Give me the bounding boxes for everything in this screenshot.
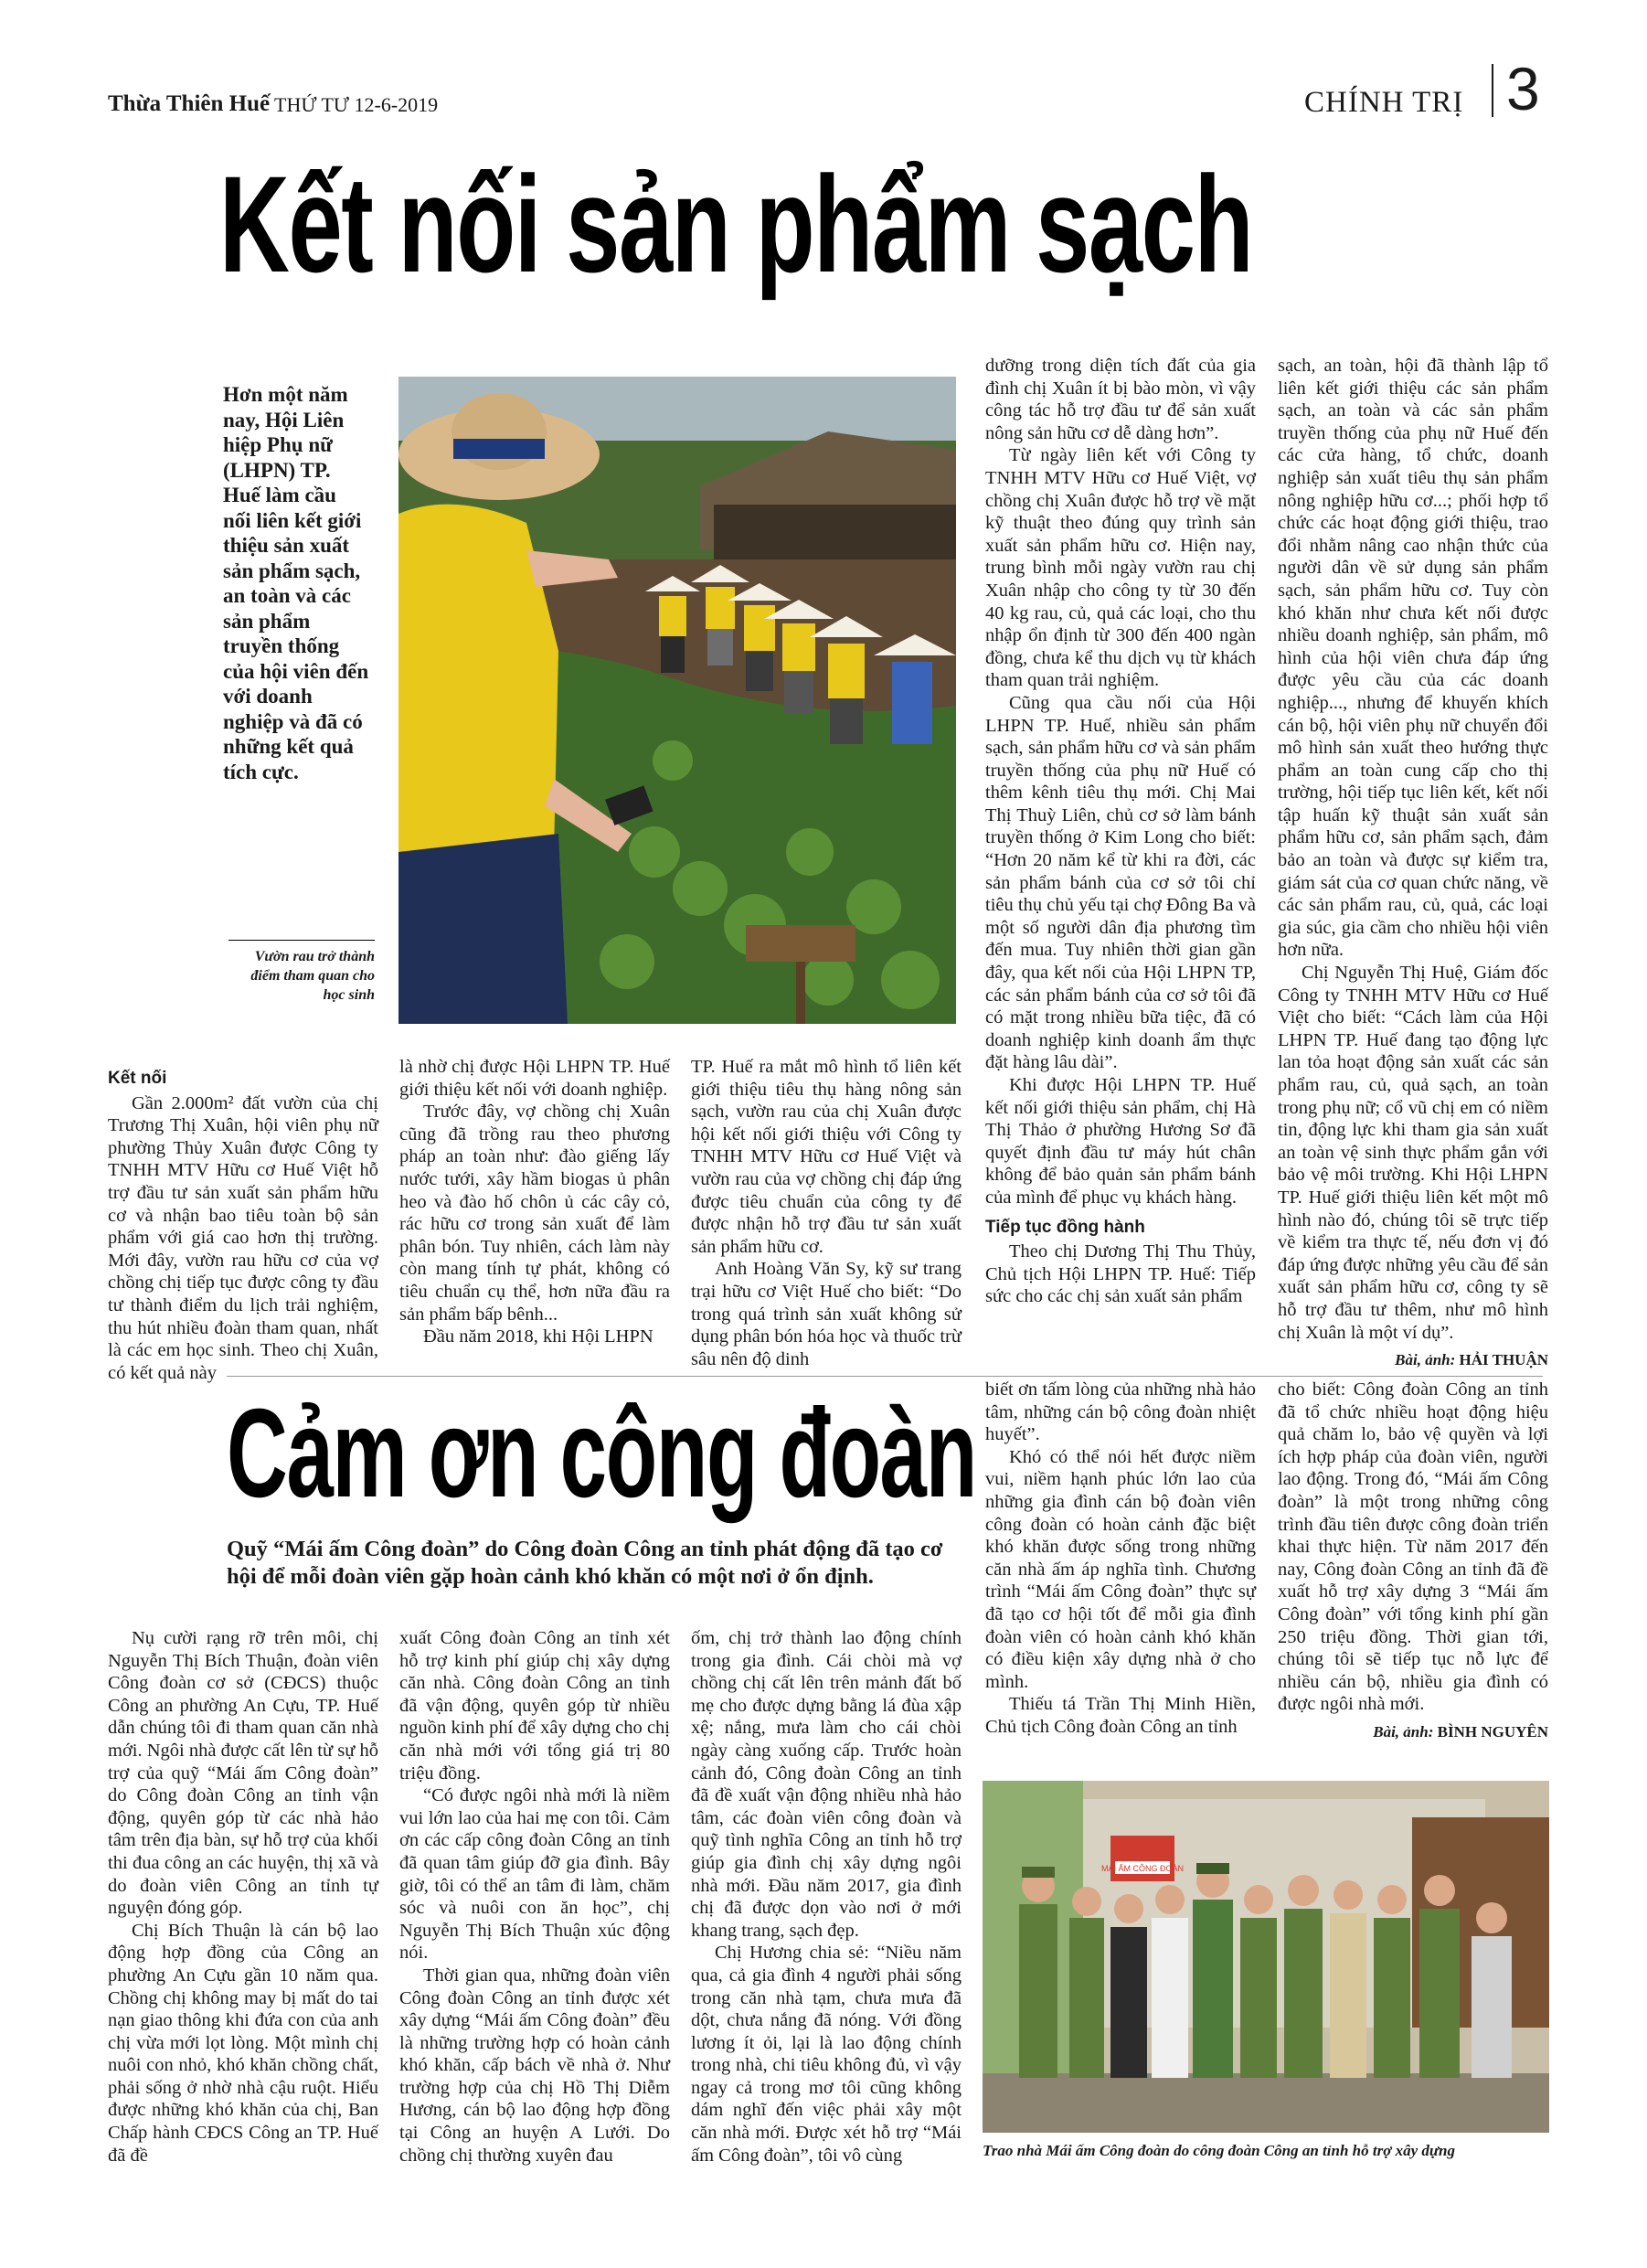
group-photo-illustration <box>983 1781 1549 2133</box>
paragraph: Thời gian qua, những đoàn viên Công đoàn Công an tỉnh được xét xây dựng “Mái ấm Công đoàn” đều là những trường hợp có hoàn cảnh khó khăn, cấp bách về nhà ở. Như trường hợp của chị Hồ Thị Diễm Hương, cán bộ lao động hợp đồng tại Công an huyện A Lưới. Do chồng chị thường xuyên đau <box>399 1965 670 2166</box>
paragraph: dưỡng trong diện tích đất của gia đình chị Xuân ít bị bào mòn, vì vậy công tác hỗ trợ đầu tư để sản xuất nông sản hữu cơ dễ dàng hơn”. <box>985 356 1256 443</box>
paragraph: Đầu năm 2018, khi Hội LHPN <box>423 1326 653 1347</box>
paragraph: Khó có thể nói hết được niềm vui, niềm hạnh phúc lớn lao của những gia đình cán bộ đoàn viên công đoàn có hoàn cảnh đặc biệt khó khăn được sống trong những căn nhà ấm áp nghĩa tình. Chương trình “Mái ấm Công đoàn” thực sự đã tạo cơ hội tốt để mỗi gia đình đoàn viên có hoàn cảnh khó khăn có điều kiện xây dựng nhà ở cho mình. <box>985 1446 1256 1692</box>
issue-date: THỨ TƯ 12-6-2019 <box>274 93 439 116</box>
paragraph: Cũng qua cầu nối của Hội LHPN TP. Huế, nhiều sản phẩm sạch, sản phẩm hữu cơ và sản phẩm truyền thống của phụ nữ Huế có thêm kênh tiêu thụ mới. Chị Mai Thị Thuỳ Liên, chủ cơ sở làm bánh truyền thống ở Kim Long cho biết: “Hơn 20 năm kể từ khi ra đời, các sản phẩm bánh của cơ sở tôi chỉ tiêu thụ chủ yếu tại chợ Đông Ba và một số người dân địa phương tìm đến mua. Tuy nhiên thời gian gần đây, qua kết nối của Hội LHPN TP, các sản phẩm bánh của cơ sở tôi đã có mặt trong nhiều bữa tiệc, đã có doanh nghiệp kinh doanh ẩm thực đặt hàng lâu dài”. <box>985 692 1256 1073</box>
article1-column-2 <box>399 1056 670 1348</box>
article-divider <box>227 1376 1543 1377</box>
article2-column-1 <box>108 1627 378 2167</box>
photo1-caption-rule <box>228 940 375 941</box>
article1-column-3 <box>691 1056 962 1370</box>
article1-column-5 <box>1278 355 1548 1372</box>
paragraph: biết ơn tấm lòng của những nhà hảo tâm, những cán bộ công đoàn nhiệt huyết”. <box>985 1379 1256 1445</box>
header-divider <box>1492 64 1493 117</box>
article2-photo <box>983 1781 1549 2133</box>
section-title: CHÍNH TRỊ <box>1304 86 1464 119</box>
paragraph: “Có được ngôi nhà mới là niềm vui lớn lao của hai mẹ con tôi. Cảm ơn các cấp công đoàn Công an tỉnh đã quan tâm giúp đỡ gia đình. Bây giờ, tôi có thể an tâm đi làm, chăm sóc và nuôi con ăn học”, chị Nguyễn Thị Bích Thuận xúc động nói. <box>399 1785 670 1964</box>
article1-column-1 <box>108 1062 378 1384</box>
paragraph: Khi được Hội LHPN TP. Huế kết nối giới thiệu sản phẩm, chị Hà Thị Thảo ở phường Hương Sơ đã quyết định đầu tư máy hút chân không để bảo quản sản phẩm bánh của mình để phục vụ khách hàng. <box>985 1075 1256 1208</box>
article1-photo <box>398 377 956 1024</box>
article1-headline: Kết nối sản phẩm sạch <box>219 147 1253 301</box>
paragraph: Trước đây, vợ chồng chị Xuân cũng đã trồng rau theo phương pháp an toàn như: đào giếng lấy nước tưới, xây hầm biogas ủ phân heo và đào hố chôn ủ các cây cỏ, rác hữu cơ trong sản xuất để làm phân bón. Tuy nhiên, cách làm này còn mang tính tự phát, không có tiêu chuẩn cụ thể, hơn nữa đầu ra sản phẩm bấp bênh... <box>399 1102 670 1325</box>
garden-photo-illustration <box>398 377 956 1024</box>
article2-lead: Quỹ “Mái ấm Công đoàn” do Công đoàn Công an tỉnh phát động đã tạo cơ hội để mỗi đoàn viên gặp hoàn cảnh khó khăn có một nơi ở ổn định. <box>227 1537 943 1589</box>
paragraph: Theo chị Dương Thị Thu Thủy, Chủ tịch Hội LHPN TP. Huế: Tiếp sức cho các chị sản xuất sản phẩm <box>985 1241 1256 1307</box>
article1-column-4 <box>985 355 1256 1308</box>
article2-headline: Cảm ơn công đoàn <box>227 1383 976 1524</box>
paragraph: Chị Bích Thuận là cán bộ lao động hợp đồng của Công an phường An Cựu gần 10 năm qua. Chồng chị không may bị mất do tai nạn giao thông khi đứa con của anh chị vừa mới lọt lòng. Một mình chị nuôi con nhỏ, khó khăn chồng chất, phải sống ở nhờ nhà cậu ruột. Hiểu được những khó khăn của chị, Ban Chấp hành CĐCS Công an TP. Huế đã đề <box>108 1920 378 2166</box>
paragraph: Gần 2.000m² đất vườn của chị Trương Thị Xuân, hội viên phụ nữ phường Thủy Xuân được Công ty TNHH MTV Hữu cơ Huế Việt hỗ trợ đầu tư sản xuất sản phẩm hữu cơ và nhận bao tiêu toàn bộ sản phẩm với giá cao hơn thị trường. Mới đây, vườn rau hữu cơ của vợ chồng chị tiếp tục được công ty đầu tư thành điểm du lịch trải nghiệm, thu hút nhiều đoàn tham quan, nhất là các em học sinh. Theo chị Xuân, có kết quả này <box>108 1092 378 1383</box>
byline-prefix: Bài, ảnh: <box>1373 1722 1438 1741</box>
article2-column-3 <box>691 1627 962 2167</box>
paragraph: Từ ngày liên kết với Công ty TNHH MTV Hữu cơ Huế Việt, vợ chồng chị Xuân được hỗ trợ về mặt kỹ thuật theo đúng quy trình sản xuất sản phẩm hữu cơ. Hiện nay, trung bình mỗi ngày vườn rau chị Xuân nhập cho công ty từ 30 đến 40 kg rau, củ, quả các loại, cho thu nhập ổn định từ 300 đến 400 ngàn đồng, chưa kể thu dịch vụ từ khách tham quan trải nghiệm. <box>985 445 1256 691</box>
paragraph: Chị Hương chia sẻ: “Niều năm qua, cả gia đình 4 người phải sống trong căn nhà tạm, chưa mưa đã dột, chưa nắng đã nóng. Với đồng lương ít ỏi, lại là lao động chính trong nhà, chi tiêu không đủ, vì vậy ngay cả trong mơ tôi cũng không dám nghĩ đến việc phải xây một căn nhà mới. Được xét hỗ trợ “Mái ấm Công đoàn”, tôi vô cùng <box>691 1943 962 2166</box>
paragraph: sạch, an toàn, hội đã thành lập tổ liên kết giới thiệu các sản phẩm sạch, an toàn và các sản phẩm truyền thống của phụ nữ Huế đến các cửa hàng, tổ chức, doanh nghiệp sản xuất tiêu thụ sản phẩm nông nghiệp hữu cơ...; phối hợp tổ chức các hoạt động giới thiệu, trao đổi nhằm nâng cao nhận thức của người dân về sử dụng sản phẩm sạch, sản phẩm hữu cơ. Tuy còn khó khăn như chưa kết nối được nhiều doanh nghiệp, sản phẩm, mô hình của hội viên chưa đáp ứng được yêu cầu của các doanh nghiệp..., nhưng để khuyến khích cán bộ, hội viên phụ nữ chuyển đổi mô hình sản xuất theo hướng thực phẩm an toàn cung cấp cho thị trường, hội tiếp tục liên kết, kết nối tập huấn kỹ thuật sản xuất sản phẩm hữu cơ, sản phẩm sạch, đảm bảo an toàn và được sự kiểm tra, giám sát của cơ quan chức năng, về các sản phẩm rau, củ, quả, các loại gia súc, gia cầm cho nhiều hội viên hơn nữa. <box>1278 356 1548 961</box>
paragraph: cho biết: Công đoàn Công an tỉnh đã tổ chức nhiều hoạt động hiệu quả chăm lo, bảo vệ quyền và lợi ích hợp pháp của đoàn viên, người lao động. Trong đó, “Mái ấm Công đoàn” là một trong những công trình đầu tiên được công đoàn triển khai thực hiện. Từ năm 2017 đến nay, Công đoàn Công an tỉnh đã đề xuất hỗ trợ xây dựng 3 “Mái ấm Công đoàn” với tổng kinh phí gần 250 triệu đồng. Thời gian tới, chúng tôi sẽ tiếp tục nỗ lực để nhiều cán bộ, nhiều gia đình có được ngôi nhà mới. <box>1278 1379 1548 1715</box>
article2-photo-caption: Trao nhà Mái ấm Công đoàn do công đoàn Công an tỉnh hỗ trợ xây dựng <box>983 2142 1455 2159</box>
byline-author: HẢI THUẬN <box>1459 1351 1548 1369</box>
paragraph: ốm, chị trở thành lao động chính trong gia đình. Cái chòi mà vợ chồng chị cất lên trên mảnh đất bố mẹ cho được dựng bằng lá đùa xập xệ; nắng, mưa làm cho cái chòi ngày càng xuống cấp. Trước hoàn cảnh đó, Công đoàn Công an tỉnh đã đề xuất vận động nhiều nhà hảo tâm, các đoàn viên công đoàn và quỹ tình nghĩa Công an tỉnh hỗ trợ giúp gia đình chị xây dựng ngôi nhà mới. Đầu năm 2017, gia đình chị đã được dọn vào nơi ở mới khang trang, sạch đẹp. <box>691 1628 962 1941</box>
paragraph: Nụ cười rạng rỡ trên môi, chị Nguyễn Thị Bích Thuận, đoàn viên Công đoàn cơ sở (CĐCS) thuộc Công an phường An Cựu, TP. Huế dẫn chúng tôi đi tham quan căn nhà mới. Ngôi nhà được cất lên từ sự hỗ trợ của quỹ “Mái ấm Công đoàn” do Công đoàn Công an tỉnh vận động, quyên góp từ các nhà hảo tâm trên địa bàn, sự hỗ trợ của khối thi đua công an các huyện, thị xã và do đoàn viên Công an tỉnh tự nguyện đóng góp. <box>108 1628 378 1919</box>
page-number: 3 <box>1506 55 1540 122</box>
article2-column-4 <box>985 1379 1256 1739</box>
article1-lead: Hơn một năm nay, Hội Liên hiệp Phụ nữ (LHPN) TP. Huế làm cầu nối liên kết giới thiệu sản xuất sản phẩm sạch, an toàn và các sản phẩm truyền thống của hội viên đến với doanh nghiệp và đã có những kết quả tích cực. <box>223 383 369 783</box>
paragraph: xuất Công đoàn Công an tỉnh xét hỗ trợ kinh phí giúp chị xây dựng căn nhà. Công đoàn Công an tỉnh đã vận động, quyên góp từ nhiều nguồn kinh phí để xây dựng cho chị căn nhà mới với tổng giá trị 80 triệu đồng. <box>399 1628 670 1784</box>
article1-subheading-2: Tiếp tục đồng hành <box>985 1217 1145 1237</box>
article2-column-5 <box>1278 1379 1548 1744</box>
byline-prefix: Bài, ảnh: <box>1395 1351 1460 1369</box>
article1-byline <box>1278 1349 1548 1372</box>
newspaper-name: Thừa Thiên Huế <box>108 91 271 116</box>
article2-byline <box>1278 1721 1548 1744</box>
paragraph: Thiếu tá Trần Thị Minh Hiền, Chủ tịch Công đoàn Công an tỉnh <box>985 1694 1256 1737</box>
paragraph: Anh Hoàng Văn Sy, kỹ sư trang trại hữu cơ Việt Huế cho biết: “Do trong quá trình sản xuất không sử dụng phân bón hóa học và thuốc trừ sâu nên độ dinh <box>691 1259 962 1369</box>
paragraph: Chị Nguyễn Thị Huệ, Giám đốc Công ty TNHH MTV Hữu cơ Huế Việt cho biết: “Cách làm của Hội LHPN TP. Huế đang tạo động lực lan tỏa hoạt động sản xuất các sản phẩm rau, củ, quả sạch, an toàn trong phụ nữ; cổ vũ chị em có niềm tin, động lực khi tham gia sản xuất an toàn vệ sinh thực phẩm gắn với bảo vệ môi trường. Khi Hội LHPN TP. Huế giới thiệu liên kết một mô hình nào đó, chúng tôi sẽ trực tiếp về kiểm tra thực tế, nếu đơn vị đó đáp ứng được những yêu cầu để sản xuất sản phẩm hữu cơ, công ty sẽ hỗ trợ đầu tư thêm, như mô hình chị Xuân là một ví dụ”. <box>1278 963 1548 1343</box>
article2-column-2 <box>399 1627 670 2167</box>
banner-text: MÁI ẤM CÔNG ĐOÀN <box>1100 1864 1185 1873</box>
paragraph: TP. Huế ra mắt mô hình tổ liên kết giới thiệu tiêu thụ hàng nông sản sạch, vườn rau của chị Xuân được hội kết nối giới thiệu với Công ty TNHH MTV Hữu cơ Huế Việt và vườn rau của vợ chồng chị đáp ứng được tiêu chuẩn của công ty để được nhận hỗ trợ đầu tư sản xuất sản phẩm hữu cơ. <box>691 1057 962 1257</box>
paragraph: là nhờ chị được Hội LHPN TP. Huế giới thiệu kết nối với doanh nghiệp. <box>399 1057 670 1100</box>
article1-photo-caption: Vườn rau trở thành điểm tham quan cho học sinh <box>250 949 375 1003</box>
article1-subheading-1: Kết nối <box>108 1069 167 1088</box>
byline-author: BÌNH NGUYÊN <box>1437 1722 1548 1741</box>
